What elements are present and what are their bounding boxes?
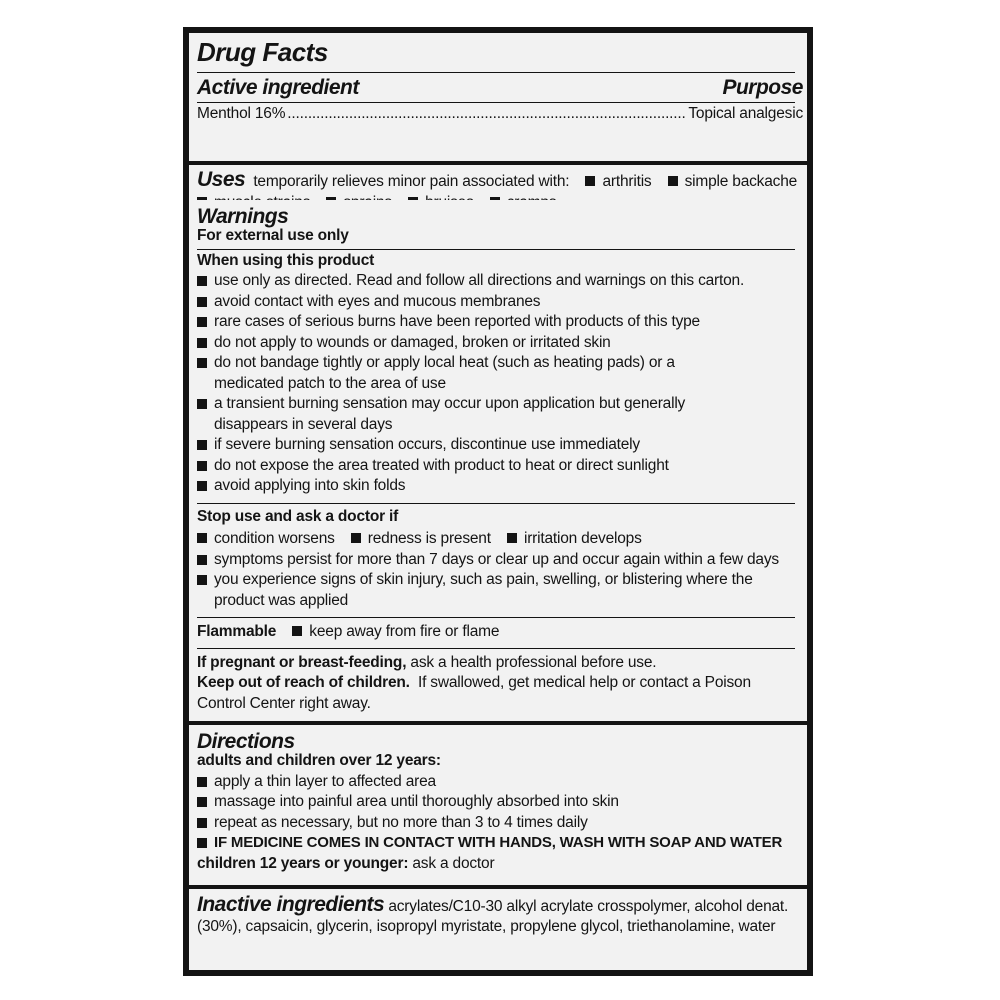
uses-heading: Uses xyxy=(197,168,246,191)
warning-item-text: avoid applying into skin folds xyxy=(214,477,406,494)
children-bold: Keep out of reach of children. xyxy=(197,674,410,691)
warning-item xyxy=(197,333,803,354)
stop-use-item-text: symptoms persist for more than 7 days or clear up and occur again within a few days xyxy=(214,550,779,568)
warning-item xyxy=(197,394,803,435)
bullet-icon xyxy=(292,626,302,636)
bullet-icon xyxy=(197,358,207,368)
bullet-icon xyxy=(197,297,207,307)
direction-item-text: repeat as necessary, but no more than 3 to 4 times daily xyxy=(214,813,588,831)
direction-caution xyxy=(197,833,803,854)
warning-item-text: do not apply to wounds or damaged, broken or irritated skin xyxy=(214,333,611,351)
bullet-icon xyxy=(197,440,207,450)
flammable-item: keep away from fire or flame xyxy=(309,623,500,640)
active-ingredient-heading: Active ingredient xyxy=(197,76,359,99)
bullet-icon xyxy=(668,176,678,186)
warning-item xyxy=(197,476,803,497)
warning-item xyxy=(197,312,803,333)
stop-use-heading: Stop use and ask a doctor if xyxy=(197,507,399,525)
purpose-heading: Purpose xyxy=(722,76,803,99)
bullet-icon xyxy=(197,797,207,807)
uses-line-1 xyxy=(197,168,803,193)
directions-heading: Directions xyxy=(197,730,295,753)
direction-item-text: massage into painful area until thoroughly absorbed into skin xyxy=(214,793,619,810)
active-header-row xyxy=(197,76,803,100)
inactive-ingredients-text xyxy=(197,893,803,936)
bullet-icon xyxy=(351,533,361,543)
uses-intro: temporarily relieves minor pain associated with: xyxy=(253,173,570,190)
adults-heading: adults and children over 12 years: xyxy=(197,752,441,769)
drug-facts-panel xyxy=(183,27,813,976)
warning-item xyxy=(197,435,803,456)
children-direction-text: ask a doctor xyxy=(408,854,495,872)
stop-use-item: irritation develops xyxy=(523,530,642,547)
direction-caution-text: IF MEDICINE COMES IN CONTACT WITH HANDS, WASH WITH SOAP AND WATER xyxy=(214,834,783,851)
warnings-heading: Warnings xyxy=(197,205,289,228)
bullet-icon xyxy=(197,818,207,828)
active-ingredient-name: Menthol 16% xyxy=(197,105,286,122)
title-rule xyxy=(197,72,795,73)
active-ingredient-purpose: Topical analgesic xyxy=(688,105,803,122)
stop-use-item-text: you experience signs of skin injury, such as pain, swelling, or blistering where the product was applied xyxy=(214,571,753,609)
stop-use-item xyxy=(197,570,803,611)
warnings-rule xyxy=(197,249,795,250)
bullet-icon xyxy=(197,338,207,348)
warning-item-text: rare cases of serious burns have been reported with products of this type xyxy=(214,313,700,330)
inactive-ingredients-heading: Inactive ingredients xyxy=(197,893,385,916)
leader-dots xyxy=(287,104,686,125)
pregnant-rule xyxy=(197,648,795,649)
inactive-ingredients-section xyxy=(189,889,807,970)
bullet-icon xyxy=(197,575,207,585)
children-warning xyxy=(197,673,803,714)
bullet-icon xyxy=(197,555,207,565)
stop-use-item xyxy=(197,550,803,571)
direction-item-text: apply a thin layer to affected area xyxy=(214,772,436,790)
bullet-icon xyxy=(197,276,207,286)
children-direction xyxy=(197,854,803,875)
inactive-ingredients-list: acrylates/C10-30 alkyl acrylate crosspolymer, alcohol denat. (30%), capsaicin, glycerin, isopropyl myristate, propylene glycol, triethanolamine, water xyxy=(197,898,789,935)
drug-facts-title: Drug Facts xyxy=(197,37,328,67)
pregnant-warning xyxy=(197,653,803,674)
stop-use-item: redness is present xyxy=(367,530,491,547)
children-text: If swallowed, get medical help or contact a Poison Control Center right away. xyxy=(197,674,755,712)
warning-item xyxy=(197,456,803,477)
flammable-row xyxy=(197,622,803,643)
stop-use-item: condition worsens xyxy=(214,530,335,547)
bullet-icon xyxy=(197,481,207,491)
flammable-rule xyxy=(197,617,795,618)
warning-item-text: if severe burning sensation occurs, discontinue use immediately xyxy=(214,436,640,453)
pregnant-text: ask a health professional before use. xyxy=(406,653,657,671)
stop-use-rule xyxy=(197,503,795,504)
active-ingredient-section xyxy=(189,33,807,161)
directions-section xyxy=(189,725,807,885)
warning-item-text: use only as directed. Read and follow all directions and warnings on this carton. xyxy=(214,272,745,289)
external-use-text: For external use only xyxy=(197,227,349,244)
stop-use-inline-row xyxy=(197,529,803,550)
bullet-icon xyxy=(197,777,207,787)
warning-item xyxy=(197,271,803,292)
active-rule xyxy=(197,102,795,103)
bullet-icon xyxy=(585,176,595,186)
bullet-icon xyxy=(197,317,207,327)
warning-item xyxy=(197,292,803,313)
direction-item xyxy=(197,772,803,793)
warning-item-text: avoid contact with eyes and mucous membranes xyxy=(214,292,541,310)
children-direction-bold: children 12 years or younger: xyxy=(197,854,409,872)
warning-item-text: a transient burning sensation may occur upon application but generally disappears in several days xyxy=(214,395,686,433)
use-item: simple backache xyxy=(684,173,798,190)
direction-item xyxy=(197,813,803,834)
bullet-icon xyxy=(197,461,207,471)
warning-item xyxy=(197,353,803,394)
active-ingredient-row xyxy=(197,104,803,125)
warnings-section xyxy=(189,200,807,721)
use-item: arthritis xyxy=(602,173,652,190)
bullet-icon xyxy=(197,533,207,543)
warning-item-text: do not bandage tightly or apply local heat (such as heating pads) or a medicated patch to the area of use xyxy=(214,354,675,392)
bullet-icon xyxy=(197,399,207,409)
bullet-icon xyxy=(197,838,207,848)
pregnant-bold: If pregnant or breast-feeding, xyxy=(197,653,407,671)
when-using-heading: When using this product xyxy=(197,251,375,269)
direction-item xyxy=(197,792,803,813)
bullet-icon xyxy=(507,533,517,543)
flammable-heading: Flammable xyxy=(197,623,277,640)
warning-item-text: do not expose the area treated with product to heat or direct sunlight xyxy=(214,456,669,474)
